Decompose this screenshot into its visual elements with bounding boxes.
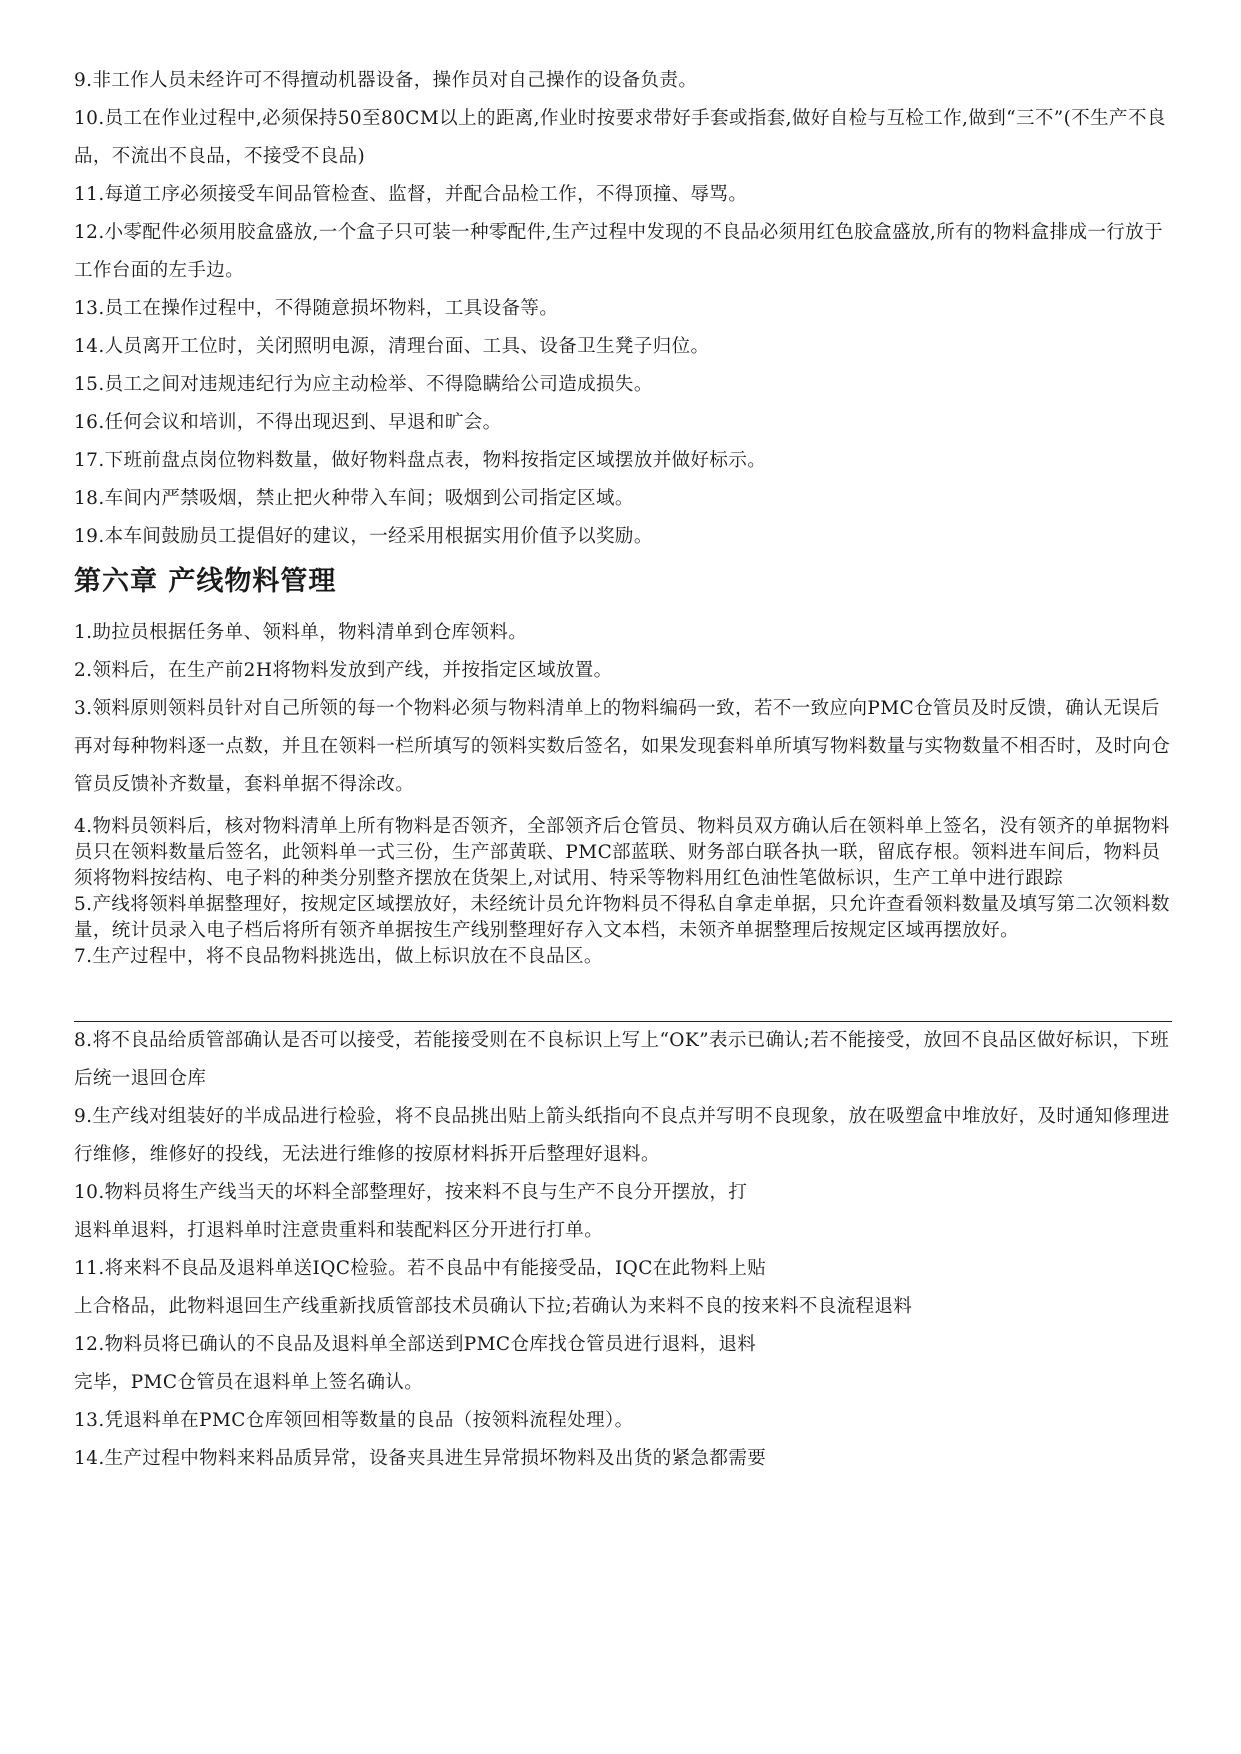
material-list-part2: [74, 814, 1172, 970]
material-item: 3.领料原则领料员针对自己所领的每一个物料必须与物料清单上的物料编码一致，若不一致应向PMC仓管员及时反馈，确认无误后再对每种物料逐一点数，并且在领料一栏所填写的领料实数后签名，如果发现套料单所填写物料数量与实物数量不相否时，及时向仓管员反馈补齐数量，套料单据不得涂改。: [74, 698, 1171, 795]
chapter-title: 第六章 产线物料管理: [74, 566, 337, 597]
material-list-part1: [74, 614, 1172, 804]
material-item: 14.生产过程中物料来料品质异常，设备夹具进生异常损坏物料及出货的紧急都需要: [74, 1448, 767, 1469]
rule-item: 19.本车间鼓励员工提倡好的建议，一经采用根据实用价值予以奖励。: [74, 526, 653, 547]
rule-item: 15.员工之间对违规违纪行为应主动检举、不得隐瞒给公司造成损失。: [74, 374, 653, 395]
material-item: 10.物料员将生产线当天的坏料全部整理好，按来料不良与生产不良分开摆放，打: [74, 1182, 748, 1203]
material-item: 13.凭退料单在PMC仓库领回相等数量的良品（按领料流程处理）。: [74, 1410, 634, 1431]
rule-item: 10.员工在作业过程中,必须保持50至80CM以上的距离,作业时按要求带好手套或指套,做好自检与互检工作,做到“三不”(不生产不良品，不流出不良品，不接受不良品): [74, 108, 1166, 167]
rule-item: 13.员工在操作过程中，不得随意损坏物料，工具设备等。: [74, 298, 559, 319]
rule-item: 17.下班前盘点岗位物料数量，做好物料盘点表，物料按指定区域摆放并做好标示。: [74, 450, 767, 471]
material-item: 5.产线将领料单据整理好，按规定区域摆放好，未经统计员允许物料员不得私自拿走单据，只允许查看领料数量及填写第二次领料数量，统计员录入电子档后将所有领齐单据按生产线别整理好存入文本档，未领齐单据整理后按规定区域再摆放好。: [74, 894, 1170, 941]
rule-item: 9.非工作人员未经许可不得擅动机器设备，操作员对自己操作的设备负责。: [74, 70, 698, 91]
material-item: 8.将不良品给质管部确认是否可以接受，若能接受则在不良标识上写上“OK”表示已确认;若不能接受，放回不良品区做好标识，下班后统一退回仓库: [74, 1030, 1170, 1089]
rule-item: 18.车间内严禁吸烟，禁止把火种带入车间；吸烟到公司指定区域。: [74, 488, 634, 509]
rule-item: 11.每道工序必须接受车间品管检查、监督，并配合品检工作，不得顶撞、辱骂。: [74, 184, 748, 205]
material-item: 4.物料员领料后，核对物料清单上所有物料是否领齐，全部领齐后仓管员、物料员双方确认后在领料单上签名，没有领齐的单据物料员只在领料数量后签名，此领料单一式三份，生产部黄联、PMC部蓝联、财务部白联各执一联，留底存根。领料进车间后，物料员须将物料按结构、电子料的种类分别整齐摆放在货架上,对试用、特采等物料用红色油性笔做标识，生产工单中进行跟踪: [74, 816, 1170, 889]
rule-item: 14.人员离开工位时，关闭照明电源，清理台面、工具、设备卫生凳子归位。: [74, 336, 710, 357]
material-item: 2.领料后，在生产前2H将物料发放到产线，并按指定区域放置。: [74, 660, 613, 681]
material-item: 12.物料员将已确认的不良品及退料单全部送到PMC仓库找仓管员进行退料，退料: [74, 1334, 757, 1355]
material-item: 完毕，PMC仓管员在退料单上签名确认。: [74, 1372, 424, 1393]
material-item: 1.助拉员根据任务单、领料单，物料清单到仓库领料。: [74, 622, 528, 643]
material-list-part3: [74, 1022, 1172, 1478]
material-item: 11.将来料不良品及退料单送IQC检验。若不良品中有能接受品，IQC在此物料上贴: [74, 1258, 767, 1279]
rules-list-continued: [74, 62, 1172, 556]
material-item: 上合格品，此物料退回生产线重新找质管部技术员确认下拉;若确认为来料不良的按来料不良流程退料: [74, 1296, 913, 1317]
material-item: 9.生产线对组装好的半成品进行检验，将不良品挑出贴上箭头纸指向不良点并写明不良现象，放在吸塑盒中堆放好，及时通知修理进行维修，维修好的投线，无法进行维修的按原材料拆开后整理好退料。: [74, 1106, 1170, 1165]
material-item: 7.生产过程中，将不良品物料挑选出，做上标识放在不良品区。: [74, 946, 603, 967]
rule-item: 12.小零配件必须用胶盒盛放,一个盒子只可装一种零配件,生产过程中发现的不良品必须用红色胶盒盛放,所有的物料盒排成一行放于工作台面的左手边。: [74, 222, 1163, 281]
rule-item: 16.任何会议和培训，不得出现迟到、早退和旷会。: [74, 412, 502, 433]
material-item: 退料单退料，打退料单时注意贵重料和装配料区分开进行打单。: [74, 1220, 604, 1241]
